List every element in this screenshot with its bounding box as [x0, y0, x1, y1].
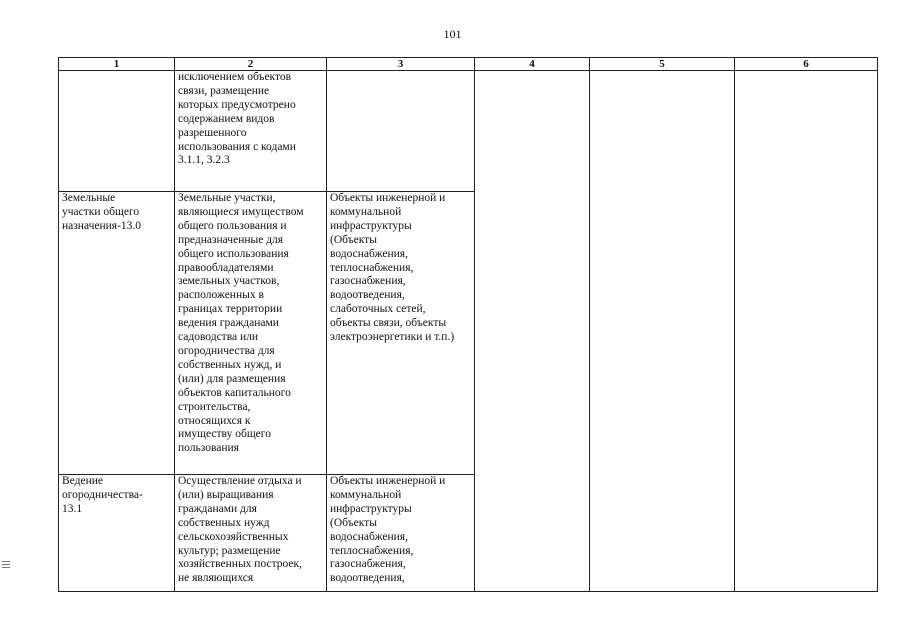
margin-mark	[2, 561, 10, 571]
table-cell: исключением объектов связи, размещение которых предусмотрено содержанием видов разрешенного использования с кодами 3.1.1, 3.2.3	[175, 71, 327, 192]
document-table	[58, 57, 878, 592]
empty-cell	[475, 71, 590, 592]
table-cell: Земельные участки общего назначения-13.0	[59, 192, 175, 475]
column-header-5: 5	[590, 58, 735, 71]
table-cell	[327, 71, 475, 192]
empty-cell	[735, 71, 878, 592]
column-header-2: 2	[175, 58, 327, 71]
table-cell: Земельные участки, являющиеся имуществом общего пользования и предназначенные для общего использования правообладателями земельных участков, расположенных в границах территории ведения гражданами садоводства или огородничества для собственных нужд, и (или) для размещения объектов капитального строительства, относящихся к имуществу общего пользования	[175, 192, 327, 475]
column-header-4: 4	[475, 58, 590, 71]
table-cell: Осуществление отдыха и (или) выращивания гражданами для собственных нужд сельскохозяйственных культур; размещение хозяйственных построек, не являющихся	[175, 475, 327, 592]
table-cell: Объекты инженерной и коммунальной инфраструктуры (Объекты водоснабжения, теплоснабжения, газоснабжения, водоотведения, слаботочных сетей, объекты связи, объекты электроэнергетики и т.п.)	[327, 192, 475, 475]
column-header-6: 6	[735, 58, 878, 71]
header-row	[59, 58, 878, 71]
page-number: 101	[443, 27, 462, 41]
table-cell: Объекты инженерной и коммунальной инфраструктуры (Объекты водоснабжения, теплоснабжения, газоснабжения, водоотведения,	[327, 475, 475, 592]
table-cell	[59, 71, 175, 192]
empty-cell	[590, 71, 735, 592]
table-cell: Ведение огородничества- 13.1	[59, 475, 175, 592]
table-row	[59, 71, 878, 192]
column-header-3: 3	[327, 58, 475, 71]
column-header-1: 1	[59, 58, 175, 71]
